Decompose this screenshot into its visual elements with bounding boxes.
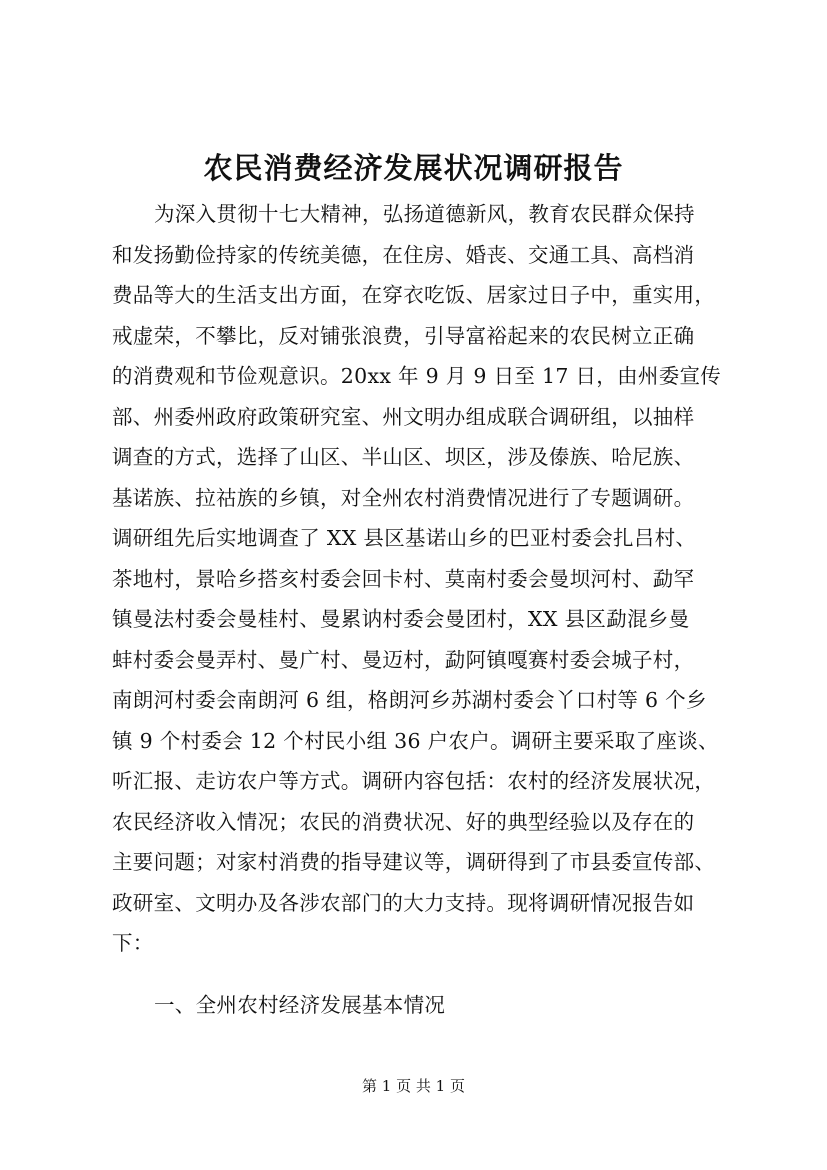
page-footer: 第 1 页 共 1 页 bbox=[362, 1077, 465, 1095]
paragraph-line: 镇 9 个村委会 12 个村民小组 36 户农户。调研主要采取了座谈、 bbox=[112, 728, 719, 753]
paragraph-line: 和发扬勤俭持家的传统美德，在住房、婚丧、交通工具、高档消 bbox=[112, 242, 695, 267]
paragraph-line: 部、州委州政府政策研究室、州文明办组成联合调研组，以抽样 bbox=[112, 404, 695, 429]
paragraph-line: 戒虚荣，不攀比，反对铺张浪费，引导富裕起来的农民树立正确 bbox=[112, 323, 695, 348]
paragraph-line: 听汇报、走访农户等方式。调研内容包括：农村的经济发展状况， bbox=[112, 769, 716, 793]
paragraph-line: 费品等大的生活支出方面，在穿衣吃饭、居家过日子中，重实用， bbox=[112, 283, 716, 307]
section-heading: 一、全州农村经济发展基本情况 bbox=[154, 993, 446, 1017]
paragraph-line: 茶地村，景哈乡搭亥村委会回卡村、莫南村委会曼坝河村、勐罕 bbox=[112, 566, 695, 591]
paragraph-line: 基诺族、拉祜族的乡镇，对全州农村消费情况进行了专题调研。 bbox=[112, 485, 695, 510]
paragraph-line: 政研室、文明办及各涉农部门的大力支持。现将调研情况报告如 bbox=[112, 890, 695, 915]
paragraph-line: 农民经济收入情况；农民的消费状况、好的典型经验以及存在的 bbox=[112, 809, 695, 834]
paragraph-line: 的消费观和节俭观意识。20xx 年 9 月 9 日至 17 日，由州委宣传 bbox=[112, 364, 722, 388]
paragraph-line: 主要问题；对家村消费的指导建议等，调研得到了市县委宣传部、 bbox=[112, 850, 716, 874]
paragraph-line: 下： bbox=[112, 931, 154, 955]
paragraph-line: 调查的方式，选择了山区、半山区、坝区，涉及傣族、哈尼族、 bbox=[112, 445, 695, 469]
document-title: 农民消费经济发展状况调研报告 bbox=[203, 151, 624, 185]
paragraph-line: 蚌村委会曼弄村、曼广村、曼迈村，勐阿镇嘎赛村委会城子村， bbox=[112, 647, 695, 672]
paragraph-line: 南朗河村委会南朗河 6 组，格朗河乡苏湖村委会丫口村等 6 个乡 bbox=[112, 688, 707, 712]
paragraph-line: 为深入贯彻十七大精神，弘扬道德新风，教育农民群众保持 bbox=[154, 202, 695, 226]
paragraph-line: 镇曼法村委会曼桂村、曼累讷村委会曼团村，XX 县区勐混乡曼 bbox=[112, 607, 690, 631]
paragraph-line: 调研组先后实地调查了 XX 县区基诺山乡的巴亚村委会扎吕村、 bbox=[112, 526, 697, 550]
body-paragraph bbox=[112, 194, 732, 964]
